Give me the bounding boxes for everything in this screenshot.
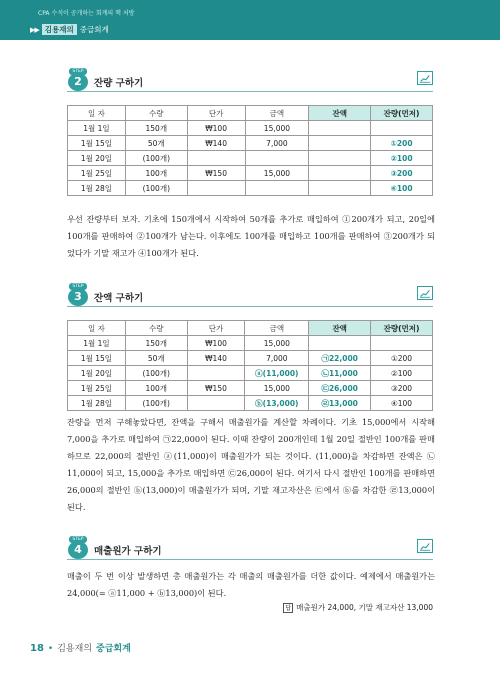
cell: 15,000 — [245, 336, 309, 351]
cell: ④100 — [371, 181, 433, 196]
col-amount: 금액 — [245, 321, 309, 336]
cell: (100개) — [125, 181, 187, 196]
table-row — [68, 136, 433, 151]
table-row — [68, 336, 433, 351]
chart-icon — [417, 539, 433, 553]
cell: 150개 — [125, 336, 187, 351]
table-row — [68, 166, 433, 181]
cell: ①200 — [371, 351, 433, 366]
cell: 7,000 — [245, 136, 309, 151]
page-number: 18 — [30, 643, 44, 654]
cell: ③200 — [371, 166, 433, 181]
cell: 1월 15일 — [68, 351, 126, 366]
inventory-table-balance — [67, 320, 433, 411]
page-header — [0, 0, 500, 40]
table-row — [68, 396, 433, 411]
cell: 100개 — [125, 381, 187, 396]
col-qty: 수량 — [125, 321, 187, 336]
cell: ⓐ(11,000) — [245, 366, 309, 381]
cell: 15,000 — [245, 381, 309, 396]
cell: 1월 1일 — [68, 336, 126, 351]
step-label: STEP — [69, 283, 87, 290]
cell — [371, 121, 433, 136]
paragraph-quantity: 우선 잔량부터 보자. 기초에 150개에서 시작하여 50개를 추가로 매입하여 ①200개가 되고, 20일에 100개를 판매하여 ②100개가 남는다. 이후에도 100개를 매입하고 100개를 판매하여 ③200개가 되었다가 기말 재고가 ④100개가 된다. — [67, 214, 435, 258]
cell — [187, 151, 245, 166]
cell: 1월 15일 — [68, 136, 126, 151]
cell — [309, 181, 371, 196]
table-row — [68, 366, 433, 381]
cell: ①200 — [371, 136, 433, 151]
header-tagline: CPA 수석이 공개하는 회계의 핵 처방 — [38, 10, 135, 17]
table-header-row — [68, 321, 433, 336]
col-amount: 금액 — [245, 106, 309, 121]
inventory-table-quantity — [67, 105, 433, 196]
double-arrow-icon: ▶▶ — [30, 25, 39, 34]
cell: ㉣13,000 — [309, 396, 371, 411]
step-2-heading — [67, 68, 433, 92]
step-title: 매출원가 구하기 — [94, 546, 162, 557]
step-number: 3 — [68, 288, 88, 306]
paragraph-balance: 잔량을 먼저 구해놓았다면, 잔액을 구해서 매출원가를 계산할 차례이다. 기초 15,000에서 시작해 7,000을 추가로 매입하여 ㉠22,000이 된다. 이때 잔량이 200개인데 1월 20일 절반인 100개를 판매하므로 22,000의 절반인 ⓐ(11,000)이 매출원가가 되는 것이다. (11,000)을 차감하면 잔액은 ㉡11,000이 되고, 15,000을 추가로 매입하면 ㉢26,000이 된다. 여기서 다시 절반인 100개를 판매하면 26,000의 절반인 ⓑ(13,000)이 매출원가가 되며, 기말 재고자산은 ㉢에서 ⓑ를 차감한 ㉣13,000이 된다. — [67, 417, 435, 512]
cell: ②100 — [371, 151, 433, 166]
step-number: 4 — [68, 541, 88, 559]
answer-text: 매출원가 24,000, 기말 재고자산 13,000 — [296, 603, 433, 612]
footer-book-name: 김용재의 — [57, 644, 93, 654]
cell — [309, 136, 371, 151]
step-badge — [67, 283, 89, 305]
cell: ④100 — [371, 396, 433, 411]
cell — [187, 396, 245, 411]
chart-icon — [417, 286, 433, 300]
cell: ②100 — [371, 366, 433, 381]
cell: 15,000 — [245, 121, 309, 136]
cell: ₩100 — [187, 336, 245, 351]
cell — [187, 366, 245, 381]
cell: 100개 — [125, 166, 187, 181]
cell — [309, 166, 371, 181]
cell: (100개) — [125, 366, 187, 381]
step-3-heading — [67, 283, 433, 307]
cell: ③200 — [371, 381, 433, 396]
step-badge — [67, 68, 89, 90]
footer-book-subject: 중급회계 — [96, 644, 131, 654]
footer-dot: • — [47, 644, 54, 654]
cell: 15,000 — [245, 166, 309, 181]
col-balance: 잔액 — [309, 321, 371, 336]
step-number: 2 — [68, 73, 88, 91]
table-row — [68, 151, 433, 166]
step-label: STEP — [69, 68, 87, 75]
cell — [309, 151, 371, 166]
col-price: 단가 — [187, 321, 245, 336]
cell: 1월 20일 — [68, 151, 126, 166]
answer-icon: 답 — [283, 603, 293, 613]
table-row — [68, 381, 433, 396]
cell: ₩140 — [187, 136, 245, 151]
table-header-row — [68, 106, 433, 121]
step-4-heading — [67, 536, 433, 560]
cell: ₩140 — [187, 351, 245, 366]
cell — [245, 151, 309, 166]
cell: 1월 28일 — [68, 396, 126, 411]
cell: 50개 — [125, 136, 187, 151]
cell: 1월 28일 — [68, 181, 126, 196]
cell — [309, 121, 371, 136]
page-footer — [30, 641, 131, 654]
cell: ₩100 — [187, 121, 245, 136]
col-remaining: 잔량(먼저) — [371, 106, 433, 121]
step-label: STEP — [69, 536, 87, 543]
col-date: 일 자 — [68, 106, 126, 121]
cell: (100개) — [125, 396, 187, 411]
cell: 150개 — [125, 121, 187, 136]
breadcrumb-subject: 중급회계 — [79, 25, 109, 34]
cell: ㉠22,000 — [309, 351, 371, 366]
cell: 1월 25일 — [68, 381, 126, 396]
answer-line — [283, 602, 433, 613]
step-badge — [67, 536, 89, 558]
table-row — [68, 181, 433, 196]
cell: 1월 1일 — [68, 121, 126, 136]
cell — [309, 336, 371, 351]
cell: (100개) — [125, 151, 187, 166]
table-row — [68, 351, 433, 366]
cell: 7,000 — [245, 351, 309, 366]
step-title: 잔액 구하기 — [94, 293, 144, 304]
paragraph-cogs: 매출이 두 번 이상 발생하면 총 매출원가는 각 매출의 매출원가를 더한 값이다. 예제에서 매출원가는 24,000(= ⓐ11,000 + ⓑ13,000)이 된다. — [67, 571, 435, 598]
breadcrumb-label: 김용재의 — [42, 24, 77, 35]
cell — [245, 181, 309, 196]
cell: ㉡11,000 — [309, 366, 371, 381]
col-balance: 잔액 — [309, 106, 371, 121]
cell: 1월 20일 — [68, 366, 126, 381]
cell — [187, 181, 245, 196]
cell: ⓑ(13,000) — [245, 396, 309, 411]
col-date: 일 자 — [68, 321, 126, 336]
col-remaining: 잔량(먼저) — [371, 321, 433, 336]
cell: ₩150 — [187, 381, 245, 396]
breadcrumb — [30, 24, 109, 35]
table-row — [68, 121, 433, 136]
cell: ₩150 — [187, 166, 245, 181]
step-title: 잔량 구하기 — [94, 78, 144, 89]
cell: 1월 25일 — [68, 166, 126, 181]
col-qty: 수량 — [125, 106, 187, 121]
chart-icon — [417, 71, 433, 85]
cell: 50개 — [125, 351, 187, 366]
col-price: 단가 — [187, 106, 245, 121]
cell: ㉢26,000 — [309, 381, 371, 396]
cell — [371, 336, 433, 351]
